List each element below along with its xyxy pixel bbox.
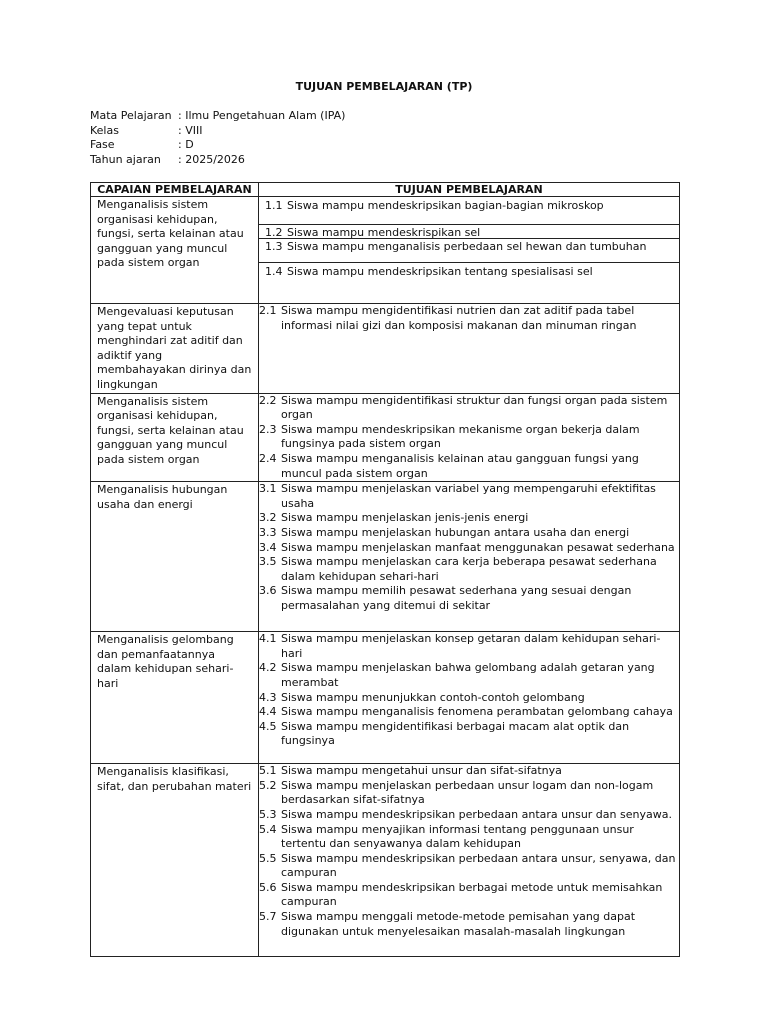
tp-item: [259, 526, 679, 541]
tp-text: Siswa mampu mendeskripsikan perbedaan antara unsur dan senyawa.: [281, 807, 672, 821]
tp-text: Siswa mampu menganalisis kelainan atau gangguan fungsi yang muncul pada sistem organ: [281, 451, 639, 480]
tp-number: 3.3: [259, 525, 277, 539]
tp-text: Siswa mampu mendeskripsikan perbedaan antara unsur, senyawa, dan campuran: [281, 851, 676, 880]
tp-text: Siswa mampu memilih pesawat sederhana yang sesuai dengan permasalahan yang ditemui di sekitar: [281, 584, 632, 612]
learning-objectives-table: [90, 182, 680, 957]
tp-text: Siswa mampu menggali metode-metode pemisahan yang dapat digunakan untuk menyelesaikan masalah-masalah lingkungan: [281, 910, 636, 938]
tp-number: 5.7: [259, 910, 277, 924]
tp-item: [259, 852, 679, 881]
tp-text: Siswa mampu mengidentifikasi struktur dan fungsi organ pada sistem organ: [281, 393, 668, 422]
tp-text: Siswa mampu mengidentifikasi berbagai macam alat optik dan fungsinya: [281, 719, 630, 748]
tp-item: [259, 823, 679, 852]
tp-item: [259, 661, 679, 690]
capaian-cell: Menganalisis gelombang dan pemanfaatannya dalam kehidupan sehari-hari: [91, 632, 259, 764]
meta-row-phase: [90, 138, 345, 153]
tp-item: [259, 239, 679, 263]
table-row: [91, 482, 680, 632]
tp-item: [259, 541, 679, 556]
meta-row-subject: [90, 109, 345, 124]
tujuan-cell: [259, 393, 680, 482]
tp-text: Siswa mampu menjelaskan jenis-jenis energi: [281, 511, 529, 525]
tujuan-cell: [259, 197, 680, 304]
header-tujuan: TUJUAN PEMBELAJARAN: [259, 183, 680, 197]
tp-number: 3.1: [259, 482, 277, 496]
tujuan-cell: [259, 632, 680, 764]
tp-text: Siswa mampu menganalisis fenomena perambatan gelombang cahaya: [281, 705, 673, 719]
capaian-cell: Menganalisis sistem organisasi kehidupan, fungsi, serta kelainan atau gangguan yang muncul pada sistem organ: [91, 197, 259, 304]
tp-item: [259, 705, 679, 720]
table-row: [91, 764, 680, 957]
tp-number: 4.2: [259, 661, 277, 675]
capaian-cell: Menganalisis hubungan usaha dan energi: [91, 482, 259, 632]
tp-number: 1.4: [265, 265, 283, 278]
tp-number: 4.1: [259, 632, 277, 646]
tp-item: [259, 808, 679, 823]
tp-item: [259, 511, 679, 526]
tujuan-cell: [259, 764, 680, 957]
tp-text: Siswa mampu mendeskripsikan tentang spesialisasi sel: [287, 265, 593, 278]
tp-item: [259, 452, 679, 481]
meta-value: : Ilmu Pengetahuan Alam (IPA): [178, 109, 346, 122]
tp-item: [259, 584, 679, 613]
tp-number: 1.3: [265, 240, 283, 253]
tp-text: Siswa mampu mengidentifikasi nutrien dan zat aditif pada tabel informasi nilai gizi dan komposisi makanan dan minuman ringan: [281, 304, 637, 332]
tp-number: 5.1: [259, 764, 277, 778]
tp-item: [259, 910, 679, 939]
tp-item: [259, 632, 679, 661]
tujuan-cell: [259, 304, 680, 394]
tp-number: 3.5: [259, 555, 277, 569]
document-title: TUJUAN PEMBELAJARAN (TP): [295, 80, 473, 93]
tp-text: Siswa mampu menunjukkan contoh-contoh gelombang: [281, 690, 585, 704]
meta-value: : VIII: [178, 123, 203, 137]
tp-number: 1.1: [265, 199, 283, 212]
tp-text: Siswa mampu menjelaskan hubungan antara usaha dan energi: [281, 525, 630, 539]
tp-item: [259, 779, 679, 808]
table-row: [91, 632, 680, 764]
tp-text: Siswa mampu menjelaskan perbedaan unsur logam dan non-logam berdasarkan sifat-sifatnya: [281, 778, 654, 807]
tp-text: Siswa mampu menjelaskan manfaat menggunakan pesawat sederhana: [281, 540, 675, 554]
tp-number: 3.6: [259, 584, 277, 598]
tp-number: 2.3: [259, 422, 277, 436]
meta-label: Mata Pelajaran: [90, 109, 172, 122]
tp-item: [259, 720, 679, 749]
capaian-cell: Menganalisis sistem organisasi kehidupan, fungsi, serta kelainan atau gangguan yang muncul pada sistem organ: [91, 393, 259, 482]
table-row: [91, 197, 680, 304]
tp-text: Siswa mampu mengetahui unsur dan sifat-sifatnya: [281, 764, 562, 778]
tp-item: [259, 482, 679, 511]
tp-number: 4.5: [259, 719, 277, 733]
tp-text: Siswa mampu menganalisis perbedaan sel hewan dan tumbuhan: [287, 240, 647, 253]
tp-text: Siswa mampu menjelaskan konsep getaran dalam kehidupan sehari-hari: [281, 632, 661, 660]
tp-text: Siswa mampu mendeskripsikan bagian-bagian mikroskop: [287, 199, 604, 212]
tp-number: 3.4: [259, 540, 277, 554]
header-capaian: CAPAIAN PEMBELAJARAN: [91, 183, 259, 197]
tp-item: [259, 225, 679, 239]
capaian-cell: Mengevaluasi keputusan yang tepat untuk menghindari zat aditif dan adiktif yang membahayakan dirinya dan lingkungan: [91, 304, 259, 394]
tp-item: [259, 263, 679, 288]
tp-item: [259, 197, 679, 225]
meta-value: : D: [178, 138, 194, 151]
tp-text: Siswa mampu mendeskrispikan sel: [287, 226, 481, 239]
meta-row-year: [90, 153, 345, 168]
meta-row-class: [90, 124, 345, 139]
tp-number: 2.2: [259, 393, 277, 407]
subject-info: [90, 109, 345, 167]
tp-item: [259, 881, 679, 910]
tp-number: 3.2: [259, 511, 277, 525]
tp-number: 4.4: [259, 705, 277, 719]
tp-item: [259, 764, 679, 779]
tp-number: 1.2: [265, 226, 283, 239]
tp-text: Siswa mampu menjelaskan cara kerja beberapa pesawat sederhana dalam kehidupan sehari-hari: [281, 555, 657, 583]
table-row: [91, 304, 680, 394]
tp-number: 5.5: [259, 851, 277, 865]
tp-number: 5.3: [259, 807, 277, 821]
tp-number: 5.4: [259, 822, 277, 836]
meta-label: Tahun ajaran: [90, 152, 161, 166]
tp-text: Siswa mampu menyajikan informasi tentang penggunaan unsur tertentu dan senyawanya dalam kehidupan: [281, 822, 634, 851]
meta-value: : 2025/2026: [178, 152, 245, 166]
tp-text: Siswa mampu menjelaskan variabel yang mempengaruhi efektifitas usaha: [281, 482, 656, 510]
tp-number: 5.2: [259, 778, 277, 792]
capaian-cell: Menganalisis klasifikasi, sifat, dan perubahan materi: [91, 764, 259, 957]
meta-label: Fase: [90, 138, 115, 151]
tp-number: 4.3: [259, 690, 277, 704]
tp-item: [259, 394, 679, 423]
tp-text: Siswa mampu menjelaskan bahwa gelombang adalah getaran yang merambat: [281, 661, 655, 689]
tp-item: [259, 423, 679, 452]
table-row: [91, 393, 680, 482]
tp-text: Siswa mampu mendeskripsikan berbagai metode untuk memisahkan campuran: [281, 880, 663, 909]
meta-label: Kelas: [90, 123, 119, 137]
tp-number: 2.4: [259, 451, 277, 465]
tujuan-cell: [259, 482, 680, 632]
tp-number: 2.1: [259, 304, 277, 317]
tp-text: Siswa mampu mendeskripsikan mekanisme organ bekerja dalam fungsinya pada sistem organ: [281, 422, 640, 451]
tp-item: [259, 304, 679, 333]
tp-item: [259, 555, 679, 584]
table-header-row: [91, 183, 680, 197]
tp-number: 5.6: [259, 880, 277, 894]
tp-item: [259, 691, 679, 706]
